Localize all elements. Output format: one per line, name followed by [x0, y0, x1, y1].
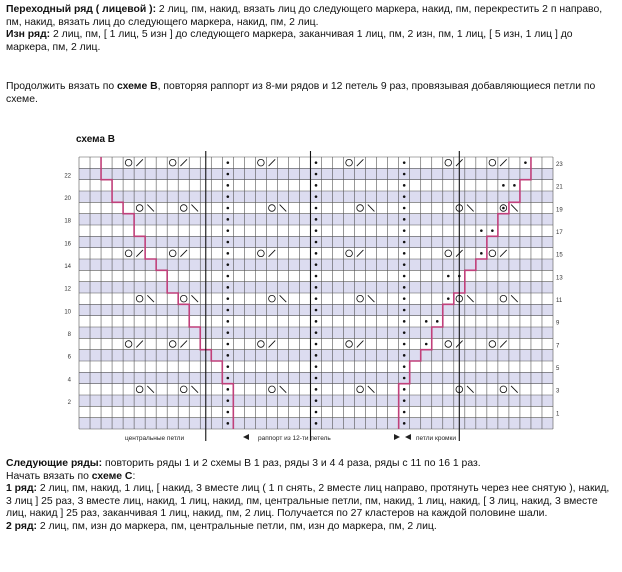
row-number-left: 2 [67, 400, 71, 407]
purl-dot-symbol [436, 320, 439, 323]
purl-dot-symbol [227, 399, 230, 402]
row-number-right: 9 [556, 320, 560, 327]
purl-dot-symbol [315, 365, 318, 368]
purl-dot-symbol [315, 207, 318, 210]
row-number-right: 11 [556, 298, 563, 305]
purl-dot-symbol [315, 275, 318, 278]
row-number-left: 12 [64, 286, 71, 293]
row-number-left: 22 [64, 173, 71, 180]
purl-dot-symbol [227, 241, 230, 244]
row-number-right: 7 [556, 343, 560, 350]
purl-dot-symbol [403, 263, 406, 266]
purl-dot-symbol [227, 218, 230, 221]
purl-dot-symbol [447, 275, 450, 278]
purl-dot-symbol [403, 388, 406, 391]
caption-edge-stitches: петли кромки [416, 435, 456, 442]
purl-dot-symbol [227, 411, 230, 414]
purl-dot-symbol [502, 207, 505, 210]
purl-dot-symbol [403, 218, 406, 221]
transition-row-title: Переходный ряд ( лицевой ): [6, 4, 157, 15]
row-number-right: 15 [556, 252, 563, 259]
purl-dot-symbol [315, 161, 318, 164]
purl-dot-symbol [403, 377, 406, 380]
purl-dot-symbol [315, 343, 318, 346]
start-scheme-ref: схеме С [91, 470, 133, 482]
arrow-left-icon [405, 434, 411, 440]
purl-dot-symbol [227, 173, 230, 176]
purl-dot-symbol [403, 320, 406, 323]
purl-dot-symbol [403, 184, 406, 187]
following-rows-paragraph [6, 458, 616, 534]
row-number-left: 10 [64, 309, 71, 316]
row-number-right: 5 [556, 366, 560, 373]
purl-dot-symbol [315, 286, 318, 289]
purl-dot-symbol [315, 422, 318, 425]
next-rows-text: повторить ряды 1 и 2 схемы В 1 раз, ряды 3 и 4 4 раза, ряды с 11 по 16 1 раз. [102, 458, 481, 469]
purl-dot-symbol [315, 263, 318, 266]
row-number-left: 16 [64, 241, 71, 248]
row1-title: 1 ряд: [6, 483, 37, 495]
transition-row-text: 2 лиц, пм, накид, вязать лиц до следующего маркера, накид, пм, перекрестить 2 п направо, пм, накид, вязать лиц до следующего маркера, накид, пм, 2 лиц. [6, 4, 603, 28]
purl-dot-symbol [315, 218, 318, 221]
purl-dot-symbol [524, 161, 527, 164]
wrong-side-row-text: 2 лиц, пм, [ 1 лиц, 5 изн ] до следующего маркера, заканчивая 1 лиц, пм, 2 изн, пм, 1 лиц, [ 5 изн, 1 лиц ] до маркера, пм, 2 лиц. [6, 29, 573, 53]
purl-dot-symbol [227, 297, 230, 300]
purl-dot-symbol [227, 343, 230, 346]
purl-dot-symbol [403, 252, 406, 255]
purl-dot-symbol [315, 309, 318, 312]
row-number-left: 4 [67, 377, 71, 384]
purl-dot-symbol [227, 229, 230, 232]
wrong-side-row-title: Изн ряд: [6, 29, 51, 41]
purl-dot-symbol [227, 184, 230, 187]
purl-dot-symbol [227, 275, 230, 278]
next-rows-title: Следующие ряды: [6, 458, 103, 469]
purl-dot-symbol [491, 229, 494, 232]
purl-dot-symbol [315, 354, 318, 357]
row-number-right: 21 [556, 184, 563, 191]
purl-dot-symbol [403, 286, 406, 289]
purl-dot-symbol [315, 411, 318, 414]
left-row-numbers [64, 173, 71, 406]
start-text-pre: Начать вязать по [6, 470, 92, 482]
purl-dot-symbol [227, 388, 230, 391]
purl-dot-symbol [227, 207, 230, 210]
chart-title: схема В [76, 134, 115, 145]
continue-scheme-ref: схеме В [116, 81, 158, 92]
purl-dot-symbol [315, 173, 318, 176]
purl-dot-symbol [315, 399, 318, 402]
purl-dot-symbol [315, 252, 318, 255]
purl-dot-symbol [227, 309, 230, 312]
row-number-left: 8 [67, 332, 71, 339]
purl-dot-symbol [315, 388, 318, 391]
row-number-right: 19 [556, 207, 563, 214]
purl-dot-symbol [403, 297, 406, 300]
purl-dot-symbol [227, 377, 230, 380]
purl-dot-symbol [403, 422, 406, 425]
purl-dot-symbol [227, 263, 230, 266]
purl-dot-symbol [403, 365, 406, 368]
row-number-right: 3 [556, 388, 560, 395]
purl-dot-symbol [480, 252, 483, 255]
row-number-right: 17 [556, 230, 563, 237]
continue-text-post: , повторяя раппорт из 8-ми рядов и 12 петель 9 раз, провязывая добавляющиеся петли по схеме. [6, 81, 596, 105]
purl-dot-symbol [403, 275, 406, 278]
purl-dot-symbol [227, 252, 230, 255]
purl-dot-symbol [403, 207, 406, 210]
purl-dot-symbol [227, 365, 230, 368]
row2-text: 2 лиц, пм, изн до маркера, пм, центральные петли, пм, изн до маркера, пм, 2 лиц. [37, 520, 437, 532]
purl-dot-symbol [502, 184, 505, 187]
purl-dot-symbol [315, 297, 318, 300]
purl-dot-symbol [315, 241, 318, 244]
purl-dot-symbol [315, 229, 318, 232]
purl-dot-symbol [403, 411, 406, 414]
purl-dot-symbol [315, 320, 318, 323]
caption-repeat: раппорт из 12-ти петель [258, 435, 331, 442]
purl-dot-symbol [315, 331, 318, 334]
row-number-right: 23 [556, 162, 563, 169]
purl-dot-symbol [315, 184, 318, 187]
purl-dot-symbol [403, 173, 406, 176]
continue-text-pre: Продолжить вязать по [6, 81, 117, 92]
right-row-numbers [556, 162, 563, 417]
caption-center-stitches: центральные петли [125, 435, 185, 442]
row-number-right: 1 [556, 411, 560, 418]
row-number-right: 13 [556, 275, 563, 282]
purl-dot-symbol [403, 354, 406, 357]
row1-text: 2 лиц, пм, накид, 1 лиц, [ накид, 3 вместе лиц ( 1 п снять, 2 вместе лиц направо, протянуть через нее снятую ), накид, 3 лиц ] 25 раз, 3 вместе лиц, накид, 1 лиц, накид, пм, центральные петли, пм, накид, 1 лиц, накид, [ 3 лиц, накид, 3 вместе лиц, накид ] 25 раз, заканчивая 1 лиц, накид, пм, 2 лиц. Получается по 27 кластеров на каждой половине шали. [6, 483, 610, 520]
start-text-post: : [132, 470, 136, 482]
purl-dot-symbol [315, 195, 318, 198]
purl-dot-symbol [227, 354, 230, 357]
row2-title: 2 ряд: [6, 520, 37, 532]
purl-dot-symbol [425, 320, 428, 323]
purl-dot-symbol [480, 229, 483, 232]
purl-dot-symbol [315, 377, 318, 380]
purl-dot-symbol [227, 161, 230, 164]
purl-dot-symbol [403, 399, 406, 402]
purl-dot-symbol [227, 422, 230, 425]
row-number-left: 20 [64, 196, 71, 203]
row-number-left: 18 [64, 218, 71, 225]
purl-dot-symbol [227, 286, 230, 289]
purl-dot-symbol [227, 195, 230, 198]
purl-dot-symbol [227, 320, 230, 323]
purl-dot-symbol [403, 241, 406, 244]
purl-dot-symbol [403, 309, 406, 312]
row-number-left: 14 [64, 264, 71, 271]
purl-dot-symbol [403, 343, 406, 346]
purl-dot-symbol [403, 331, 406, 334]
purl-dot-symbol [513, 184, 516, 187]
arrow-left-icon [243, 434, 249, 440]
purl-dot-symbol [447, 297, 450, 300]
purl-dot-symbol [403, 195, 406, 198]
arrow-right-icon [394, 434, 400, 440]
purl-dot-symbol [403, 229, 406, 232]
purl-dot-symbol [425, 343, 428, 346]
purl-dot-symbol [403, 161, 406, 164]
row-number-left: 6 [67, 354, 71, 361]
purl-dot-symbol [227, 331, 230, 334]
